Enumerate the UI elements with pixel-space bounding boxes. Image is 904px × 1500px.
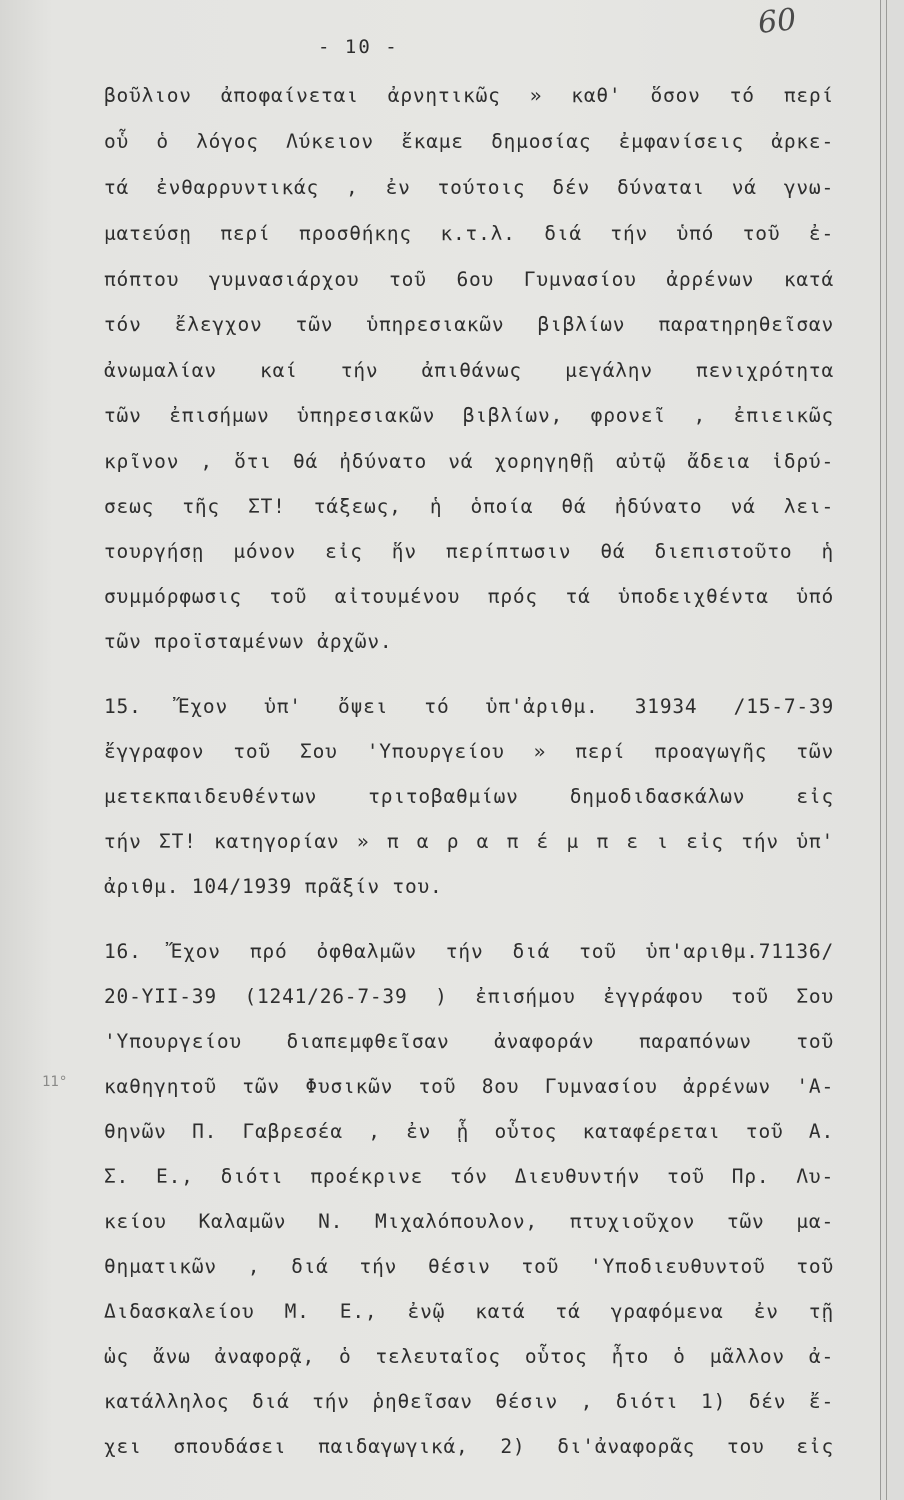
text-line: ἀριθμ. 104/1939 πρᾶξίν του. (104, 875, 443, 898)
page-edge-line (880, 0, 881, 1500)
text-line: Διδασκαλείου Μ. Ε., ἐνῷ κατά τά γραφόμενα ἐν τῇ (104, 1300, 834, 1323)
text-line: 20-ΥΙΙ-39 (1241/26-7-39 ) ἐπισήμου ἐγγράφου τοῦ Σου (104, 985, 834, 1008)
paragraph-15-start: 15. Ἔχον ὑπ' ὄψει τό ὑπ'ἀριθμ. 31934 /15-7-39 (104, 695, 834, 718)
margin-mark: 11° (42, 1074, 68, 1090)
text-line: θηνῶν Π. Γαβρεσέα , ἐν ᾗ οὗτος καταφέρεται τοῦ Α. (104, 1120, 834, 1143)
text-line: πόπτου γυμνασιάρχου τοῦ 6ου Γυμνασίου ἀρρένων κατά (104, 268, 834, 291)
text-line: συμμόρφωσις τοῦ αἰτουμένου πρός τά ὑποδειχθέντα ὑπό (104, 585, 834, 608)
text-line: μετεκπαιδευθέντων τριτοβαθμίων δημοδιδασκάλων εἰς (104, 785, 834, 808)
text-line: τήν ΣΤ! κατηγορίαν » π α ρ α π έ μ π ε ι εἰς τήν ὑπ' (104, 830, 834, 853)
text-line: σεως τῆς ΣΤ! τάξεως, ἡ ὁποία θά ἠδύνατο νά λει- (104, 495, 834, 518)
text-line: χει σπουδάσει παιδαγωγικά, 2) δι'ἀναφορᾶς του εἰς (104, 1435, 834, 1458)
text-line: ὡς ἄνω ἀναφορᾷ, ὁ τελευταῖος οὗτος ἦτο ὁ μᾶλλον ἀ- (104, 1345, 834, 1368)
text-line: ἀνωμαλίαν καί τήν ἀπιθάνως μεγάλην πενιχρότητα (104, 359, 834, 382)
text-line: θηματικῶν , διά τήν θέσιν τοῦ 'Υποδιευθυντοῦ τοῦ (104, 1255, 834, 1278)
text-line: τουργήσῃ μόνον εἰς ἥν περίπτωσιν θά διεπιστοῦτο ἡ (104, 540, 834, 563)
text-line: 'Υπουργείου διαπεμφθεῖσαν ἀναφοράν παραπόνων τοῦ (104, 1030, 834, 1053)
text-line: τόν ἔλεγχον τῶν ὑπηρεσιακῶν βιβλίων παρατηρηθεῖσαν (104, 313, 834, 336)
text-line: τῶν ἐπισήμων ὑπηρεσιακῶν βιβλίων, φρονεῖ , ἐπιεικῶς (104, 404, 834, 427)
text-line: τῶν προϊσταμένων ἀρχῶν. (104, 630, 393, 653)
text-line: κείου Καλαμῶν Ν. Μιχαλόπουλον, πτυχιοῦχον τῶν μα- (104, 1210, 834, 1233)
text-line: Σ. Ε., διότι προέκρινε τόν Διευθυντήν τοῦ Πρ. Λυ- (104, 1165, 834, 1188)
handwritten-page-number: 60 (756, 2, 798, 41)
text-line: ματεύσῃ περί προσθήκης κ.τ.λ. διά τήν ὑπό τοῦ ἐ- (104, 222, 834, 245)
text-line: ἔγγραφον τοῦ Σου 'Υπουργείου » περί προαγωγῆς τῶν (104, 740, 834, 763)
page-number: - 10 - (318, 36, 399, 58)
text-line: οὗ ὁ λόγος Λύκειον ἔκαμε δημοσίας ἐμφανίσεις ἀρκε- (104, 130, 834, 153)
text-line: κρῖνον , ὅτι θά ἠδύνατο νά χορηγηθῇ αὐτῷ ἄδεια ἱδρύ- (104, 450, 834, 473)
paragraph-16-start: 16. Ἔχον πρό ὀφθαλμῶν τήν διά τοῦ ὑπ'αριθμ.71136/ (104, 940, 834, 963)
text-line: βοῦλιον ἀποφαίνεται ἀρνητικῶς » καθ' ὅσον τό περί (104, 84, 834, 107)
text-line: καθηγητοῦ τῶν Φυσικῶν τοῦ 8ου Γυμνασίου ἀρρένων 'Α- (104, 1075, 834, 1098)
text-line: τά ἐνθαρρυντικάς , ἐν τούτοις δέν δύναται νά γνω- (104, 176, 834, 199)
page-edge-line-2 (886, 0, 887, 1500)
text-line: κατάλληλος διά τήν ῥηθεῖσαν θέσιν , διότι 1) δέν ἔ- (104, 1390, 834, 1413)
